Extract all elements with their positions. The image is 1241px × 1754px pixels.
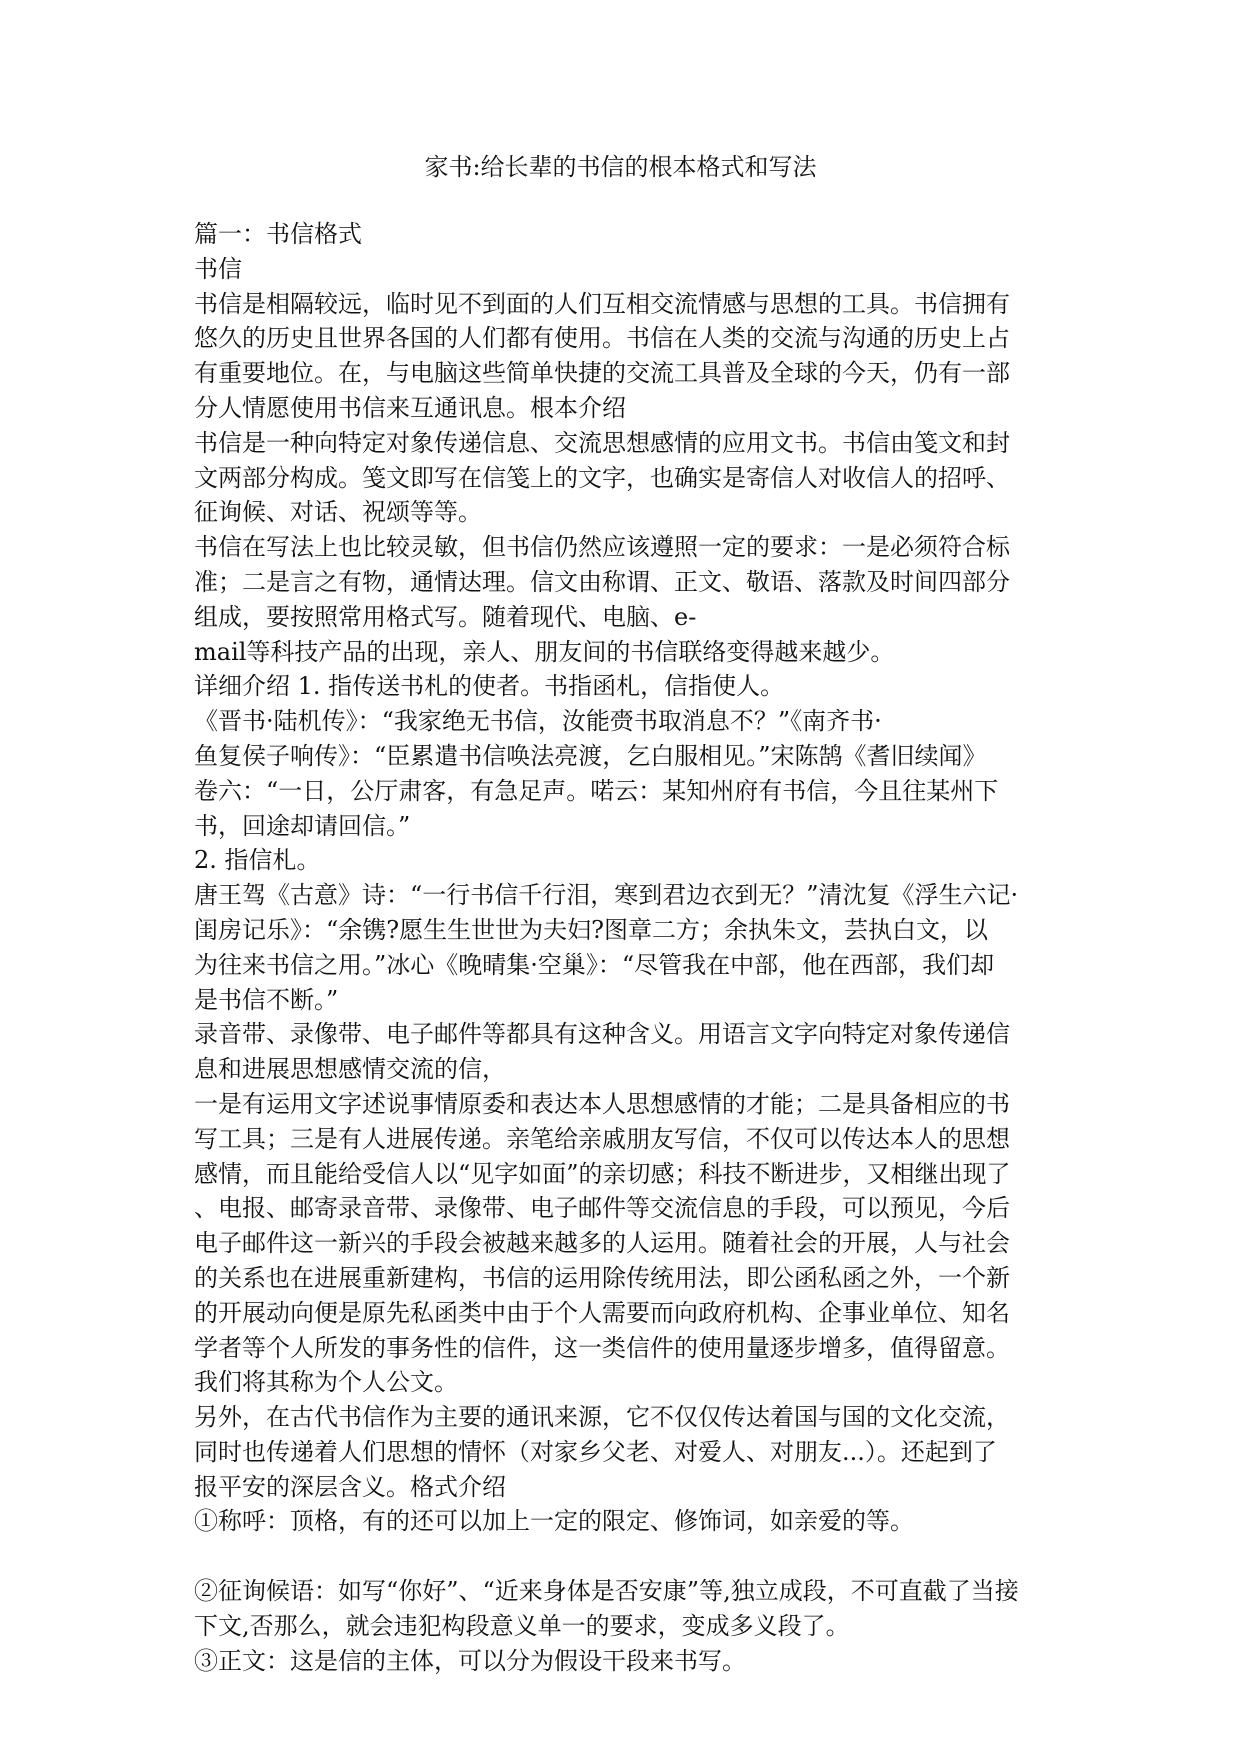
text-line: 另外，在古代书信作为主要的通讯来源，它不仅仅传达着国与国的文化交流，	[194, 1403, 1010, 1432]
text-line: 感情，而且能给受信人以“见字如面”的亲切感；科技不断进步，又相继出现了	[194, 1159, 1011, 1188]
text-line: 是书信不断。”	[194, 985, 339, 1014]
text-line: 下文,否那么，就会违犯构段意义单一的要求，变成多义段了。	[194, 1611, 850, 1640]
text-line: 我们将其称为个人公文。	[194, 1368, 458, 1397]
text-line: 写工具；三是有人进展传递。亲笔给亲戚朋友写信，不仅可以传达本人的思想	[194, 1124, 1010, 1153]
text-line: 卷六：“一日，公厅肃客，有急足声。喏云：某知州府有书信，今且往某州下	[194, 776, 999, 805]
text-line: 报平安的深层含义。格式介绍	[194, 1472, 506, 1501]
text-line: 悠久的历史且世界各国的人们都有使用。书信在人类的交流与沟通的历史上占	[194, 324, 1010, 353]
text-line: ①称呼：顶格，有的还可以加上一定的限定、修饰词，如亲爱的等。	[194, 1507, 914, 1536]
text-line: 同时也传递着人们思想的情怀（对家乡父老、对爱人、对朋友...）。还起到了	[194, 1437, 997, 1466]
text-line: 、电报、邮寄录音带、录像带、电子邮件等交流信息的手段，可以预见，今后	[194, 1194, 1010, 1223]
text-line: 的关系也在进展重新建构，书信的运用除传统用法，即公函私函之外，一个新	[194, 1263, 1010, 1292]
text-line: 详细介绍 1. 指传送书札的使者。书指函札，信指使人。	[194, 672, 785, 701]
text-line: 电子邮件这一新兴的手段会被越来越多的人运用。随着社会的开展，人与社会	[194, 1229, 1010, 1258]
text-line: 书，回途却请回信。”	[194, 811, 411, 840]
text-line: 组成，要按照常用格式写。随着现代、电脑、e-	[194, 602, 697, 631]
text-line: 录音带、录像带、电子邮件等都具有这种含义。用语言文字向特定对象传递信	[194, 1020, 1010, 1049]
text-line: 分人情愿使用书信来互通讯息。根本介绍	[194, 393, 626, 422]
text-line: ②征询候语：如写“你好”、“近来身体是否安康”等,独立成段，不可直截了当接	[194, 1577, 1019, 1606]
text-line: 学者等个人所发的事务性的信件，这一类信件的使用量逐步增多，值得留意。	[194, 1333, 1010, 1362]
text-line: 闺房记乐》：“余镌?愿生生世世为夫妇?图章二方；余执朱文，芸执白文，以	[194, 915, 989, 944]
document-title: 家书:给长辈的书信的根本格式和写法	[424, 153, 817, 181]
text-line: 的开展动向便是原先私函类中由于个人需要而向政府机构、企事业单位、知名	[194, 1298, 1010, 1327]
document-body	[194, 217, 1054, 1678]
text-line: ③正文：这是信的主体，可以分为假设干段来书写。	[194, 1646, 746, 1675]
text-line: 准；二是言之有物，通情达理。信文由称谓、正文、敬语、落款及时间四部分	[194, 567, 1010, 596]
text-line: 一是有运用文字述说事情原委和表达本人思想感情的才能；二是具备相应的书	[194, 1089, 1010, 1118]
text-line: 鱼复侯子响传》：“臣累遣书信唤法亮渡，乞白服相见。”宋陈鹄《耆旧续闻》	[194, 741, 987, 770]
blank-line	[194, 1539, 1054, 1574]
text-line: 书信在写法上也比较灵敏，但书信仍然应该遵照一定的要求：一是必须符合标	[194, 533, 1010, 562]
text-line: 书信	[194, 254, 242, 283]
text-line: 征询候、对话、祝颂等等。	[194, 498, 482, 527]
text-line: 为往来书信之用。”冰心《晚晴集·空巢》：“尽管我在中部，他在西部，我们却	[194, 950, 995, 979]
text-line: 文两部分构成。笺文即写在信笺上的文字，也确实是寄信人对收信人的招呼、	[194, 463, 1010, 492]
text-line: 唐王驾《古意》诗：“一行书信千行泪，寒到君边衣到无？”清沈复《浮生六记·	[194, 881, 1019, 910]
text-line: 《晋书·陆机传》：“我家绝无书信，汝能赍书取消息不？”《南齐书·	[194, 707, 882, 736]
text-line: 息和进展思想感情交流的信，	[194, 1055, 506, 1084]
text-line: 书信是相隔较远，临时见不到面的人们互相交流情感与思想的工具。书信拥有	[194, 289, 1010, 318]
text-line: 2. 指信札。	[194, 846, 321, 875]
text-line: 有重要地位。在，与电脑这些简单快捷的交流工具普及全球的今天，仍有一部	[194, 359, 1010, 388]
text-line: mail等科技产品的出现，亲人、朋友间的书信联络变得越来越少。	[194, 637, 895, 666]
text-line: 书信是一种向特定对象传递信息、交流思想感情的应用文书。书信由笺文和封	[194, 428, 1010, 457]
text-line: 篇一：书信格式	[194, 220, 362, 248]
